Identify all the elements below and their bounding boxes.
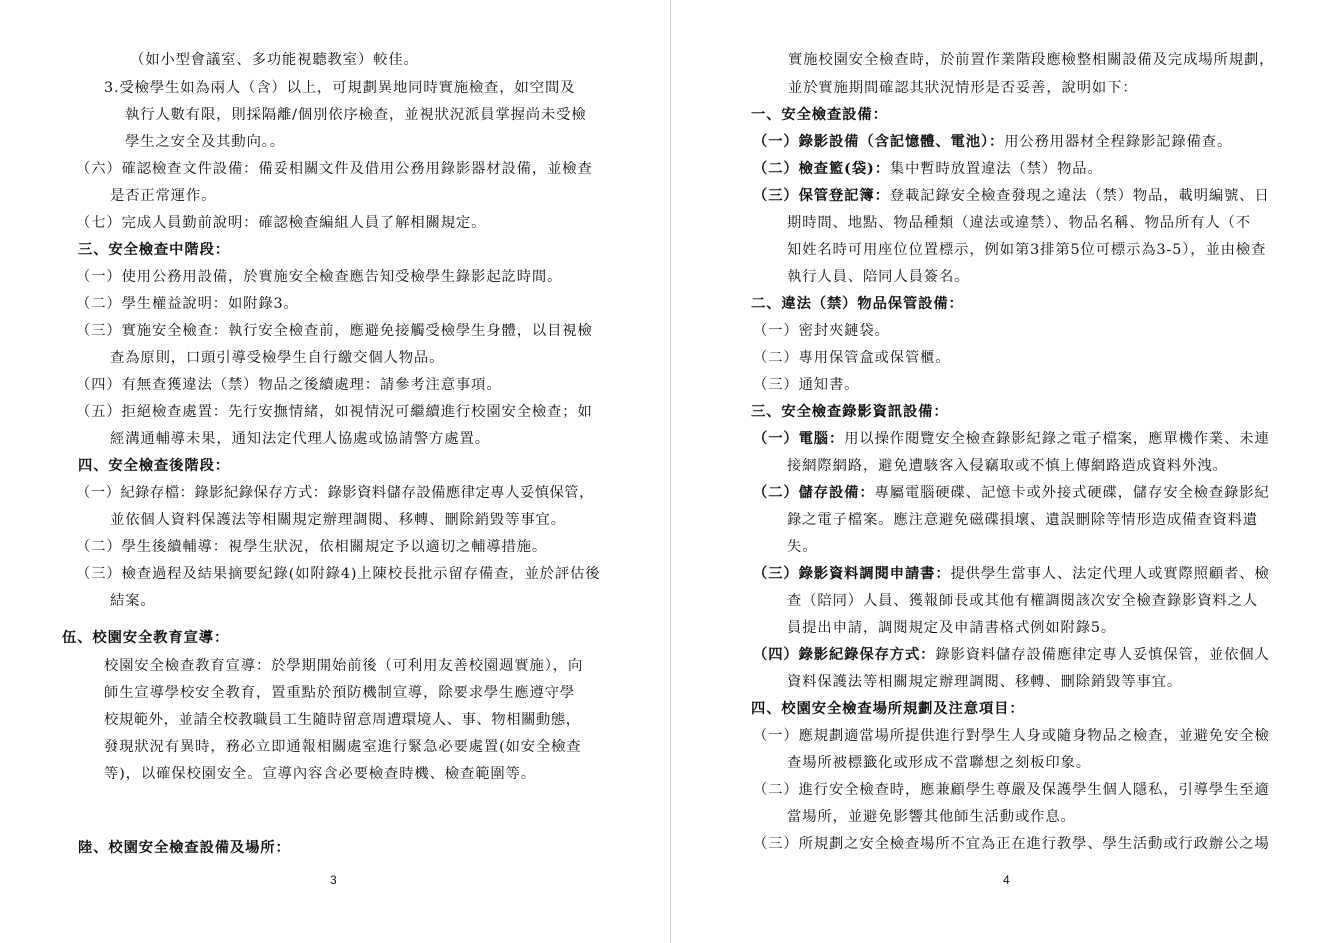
section-heading: 四、校園安全檢查場所規劃及注意項目： (751, 701, 1025, 717)
item-label: （三）保管登記簿： (753, 188, 890, 204)
text-line: （四）有無查獲違法（禁）物品之後續處理：請參考注意事項。 (76, 377, 502, 393)
text-line: 校園安全檢查教育宣導：於學期開始前後（可利用友善校園週實施），向 (104, 658, 584, 674)
document-page-left (0, 0, 670, 943)
text-line: （一）紀錄存檔：錄影紀錄保存方式：錄影資料儲存設備應律定專人妥慎保管， (76, 485, 594, 501)
section-heading: 三、安全檢查錄影資訊設備： (751, 404, 949, 420)
text-line: （二）專用保管盒或保管櫃。 (753, 350, 951, 366)
text-line: 員提出申請，調閱規定及申請書格式例如附錄5。 (787, 620, 1117, 636)
text-line: 實施校園安全檢查時，於前置作業階段應檢整相關設備及完成場所規劃， (788, 52, 1275, 68)
text-line: 執行人數有限，則採隔離/個別依序檢查，並視狀況派員掌握尚未受檢 (125, 107, 587, 123)
section-heading: 一、安全檢查設備： (751, 107, 888, 123)
text-line: （三）檢查過程及結果摘要紀錄(如附錄4)上陳校長批示留存備查，並於評估後 (76, 566, 601, 582)
text-line: 學生之安全及其動向。。 (125, 134, 286, 150)
text-line: 發現狀況有異時，務必立即通報相關處室進行緊急必要處置(如安全檢查 (104, 739, 582, 755)
text-line: 3.受檢學生如為兩人（含）以上，可規劃異地同時實施檢查，如空間及 (104, 80, 576, 96)
item-text: 專屬電腦硬碟、記憶卡或外接式硬碟，儲存安全檢查錄影紀 (874, 485, 1270, 501)
item-label: （一）錄影設備（含記憶體、電池）： (753, 134, 1005, 150)
text-line: （二）學生權益說明：如附錄3。 (76, 296, 299, 312)
text-line: （一）使用公務用設備，於實施安全檢查應告知受檢學生錄影起訖時間。 (76, 269, 563, 285)
chapter-heading: 伍、校園安全教育宣導： (62, 630, 230, 646)
text-line (753, 186, 1270, 206)
text-line: 錄之電子檔案。應注意避免磁碟損壞、遺誤刪除等情形造成備查資料遺 (787, 512, 1259, 528)
text-line: 查（陪同）人員、獲報師長或其他有權調閱該次安全檢查錄影資料之人 (787, 593, 1259, 609)
text-line (753, 564, 1270, 584)
text-line (753, 429, 1270, 449)
text-line: （五）拒絕檢查處置：先行安撫情緒，如視情況可繼續進行校園安全檢查；如 (76, 404, 593, 420)
text-line: 並依個人資料保護法等相關規定辦理調閱、移轉、刪除銷毀等事宜。 (110, 512, 566, 528)
text-line: 校規範外，並請全校教職員工生隨時留意周遭環境人、事、物相關動態， (104, 712, 581, 728)
text-line: （二）學生後續輔導：視學生狀況，依相關規定予以適切之輔導措施。 (76, 539, 548, 555)
text-line: 經溝通輔導未果，通知法定代理人協處或協請警方處置。 (110, 431, 490, 447)
text-line: 師生宣導學校安全教育，置重點於預防機制宣導，除要求學生應遵守學 (104, 685, 576, 701)
text-line: （三）通知書。 (753, 377, 860, 393)
item-label: （二）儲存設備： (753, 485, 875, 501)
text-line: 期時間、地點、物品種類（違法或違禁）、物品名稱、物品所有人（不 (787, 215, 1251, 231)
item-text: 集中暫時放置違法（禁）物品。 (889, 161, 1103, 177)
text-line: 等)，以確保校園安全。宣導內容含必要檢查時機、檢查範圍等。 (104, 766, 536, 782)
text-line: 是否正常運作。 (110, 188, 217, 204)
item-text: 登載記錄安全檢查發現之違法（禁）物品，載明編號、日 (889, 188, 1270, 204)
text-line: 結案。 (110, 593, 156, 609)
section-heading: 四、安全檢查後階段： (78, 458, 230, 474)
item-text: 用公務用器材全程錄影記錄備查。 (1004, 134, 1233, 150)
text-line: 查場所被標籤化或形成不當聯想之刻板印象。 (787, 755, 1091, 771)
chapter-heading: 陸、校園安全檢查設備及場所： (78, 840, 291, 856)
text-line (753, 645, 1270, 665)
text-line (753, 159, 1103, 179)
text-line: 執行人員、陪同人員簽名。 (787, 269, 970, 285)
text-line: 資料保護法等相關規定辦理調閱、移轉、刪除銷毀等事宜。 (787, 674, 1183, 690)
text-line: （二）進行安全檢查時，應兼顧學生尊嚴及保護學生個人隱私，引導學生至適 (753, 782, 1270, 798)
text-line: （一）密封夾鏈袋。 (753, 323, 890, 339)
text-line: （一）應規劃適當場所提供進行對學生人身或隨身物品之檢查，並避免安全檢 (753, 728, 1270, 744)
page-number: 4 (1003, 873, 1010, 887)
text-line: 並於實施期間確認其狀況情形是否妥善，說明如下： (788, 80, 1138, 96)
text-line: 知姓名時可用座位位置標示，例如第3排第5位可標示為3-5），並由檢查 (787, 242, 1267, 258)
section-heading: 三、安全檢查中階段： (78, 242, 230, 258)
item-text: 錄影資料儲存設備應律定專人妥慎保管，並依個人 (935, 647, 1270, 663)
text-line: （七）完成人員勤前說明：確認檢查編組人員了解相關規定。 (76, 215, 487, 231)
item-text: 提供學生當事人、法定代理人或實際照顧者、檢 (950, 566, 1270, 582)
item-label: （三）錄影資料調閱申請書： (753, 566, 951, 582)
text-line (753, 483, 1270, 503)
page-number: 3 (330, 873, 337, 887)
document-page-right (671, 0, 1341, 943)
item-label: （四）錄影紀錄保存方式： (753, 647, 936, 663)
text-line: （三）所規劃之安全檢查場所不宜為正在進行教學、學生活動或行政辦公之場 (753, 836, 1270, 852)
text-line (753, 132, 1232, 152)
item-label: （二）檢查籃(袋)： (753, 161, 890, 177)
section-heading: 二、違法（禁）物品保管設備： (751, 296, 964, 312)
text-line: 失。 (787, 539, 818, 555)
item-label: （一）電腦： (753, 431, 845, 447)
text-line: 當場所，並避免影響其他師生活動或作息。 (787, 809, 1076, 825)
text-line: 查為原則，口頭引導受檢學生自行繳交個人物品。 (110, 350, 445, 366)
text-line: （六）確認檢查文件設備：備妥相關文件及借用公務用錄影器材設備，並檢查 (76, 161, 593, 177)
text-line: （如小型會議室、多功能視聽教室）較佳。 (130, 52, 419, 68)
text-line: （三）實施安全檢查：執行安全檢查前，應避免接觸受檢學生身體，以目視檢 (76, 323, 593, 339)
text-line: 接網際網路，避免遭駭客入侵竊取或不慎上傳網路造成資料外洩。 (787, 458, 1228, 474)
item-text: 用以操作閱覽安全檢查錄影紀錄之電子檔案，應單機作業、未連 (844, 431, 1270, 447)
